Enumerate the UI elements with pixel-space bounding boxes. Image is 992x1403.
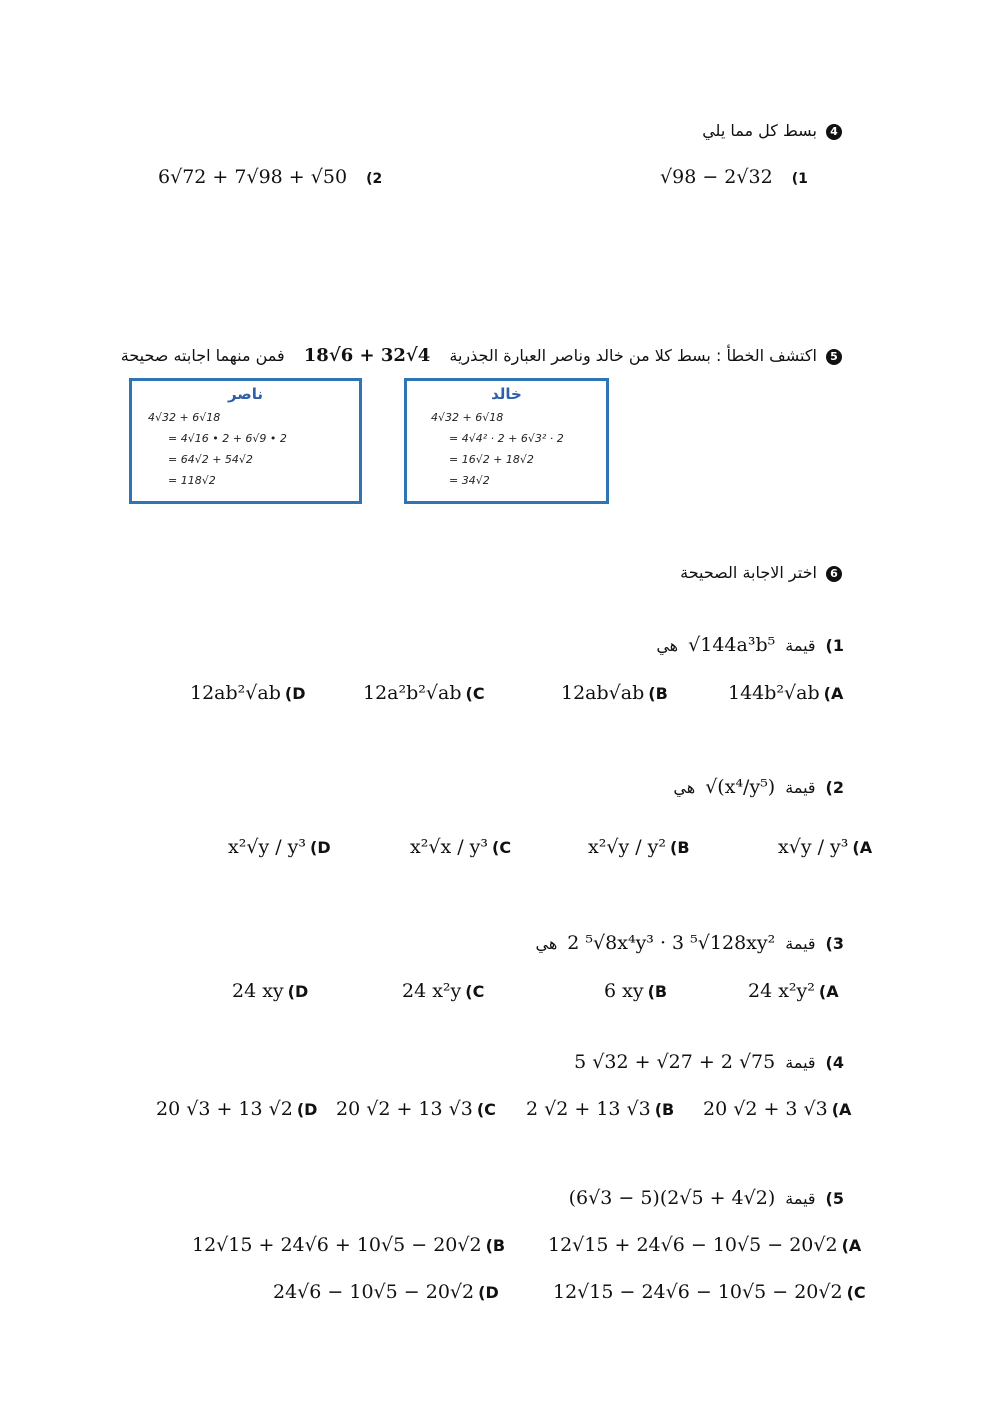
option-letter: (C (465, 683, 485, 703)
option-text: 24 x²y² (748, 980, 815, 1002)
option-letter: (C (476, 1099, 496, 1119)
option-text: 6 xy (604, 980, 644, 1002)
q6-item2-option-a[interactable] (778, 836, 872, 858)
nasser-line-1: 4√32 + 6√18 (148, 411, 221, 424)
option-letter: (B (670, 837, 690, 857)
q6-badge: 6 (826, 566, 842, 582)
q4-part2-label: (2 (366, 171, 383, 187)
q6-item1-value-word: قيمة (785, 635, 816, 655)
option-text: 20 √3 + 13 √2 (156, 1098, 293, 1120)
option-letter: (C (465, 981, 485, 1001)
q6-item5-expr: (6√3 − 5)(2√5 + 4√2) (568, 1187, 776, 1209)
option-letter: (C (492, 837, 512, 857)
option-letter: (D (287, 981, 309, 1001)
q6-item2-num: 2) (825, 777, 844, 797)
q6-item4-stem (574, 1051, 844, 1073)
q6-item1-option-c[interactable] (363, 682, 485, 704)
q6-item4-option-a[interactable] (703, 1098, 851, 1120)
option-text: 24 x²y (402, 980, 462, 1002)
khaled-line-4: = 34√2 (449, 474, 490, 487)
q6-item1-option-b[interactable] (561, 682, 668, 704)
q6-header (680, 563, 842, 582)
option-letter: (B (654, 1099, 675, 1119)
q6-item5-value-word: قيمة (785, 1188, 816, 1208)
option-text: x²√y / y² (588, 836, 667, 858)
q6-item2-expr: √(x⁴/y⁵) (705, 776, 776, 798)
q6-item3-stem (536, 932, 844, 954)
q4-title: بسط كل مما يلي (702, 121, 817, 140)
option-text: x²√x / y³ (410, 836, 488, 858)
q6-item5-stem (569, 1187, 844, 1209)
q5-prompt-a: اكتشف الخطأ : بسط كلا من خالد وناصر العبارة الجذرية (449, 346, 817, 365)
q6-item4-option-b[interactable] (526, 1098, 674, 1120)
nasser-line-3: = 64√2 + 54√2 (168, 453, 253, 466)
option-letter: (B (647, 981, 668, 1001)
q6-item2-stem (673, 776, 844, 798)
q6-item5-option-d[interactable] (273, 1281, 499, 1303)
q6-item1-stem (656, 634, 844, 656)
q6-item2-value-word: قيمة (785, 777, 816, 797)
option-text: 12√15 + 24√6 − 10√5 − 20√2 (548, 1234, 838, 1256)
khaled-name: خالد (491, 385, 522, 403)
q6-item5-option-c[interactable] (553, 1281, 866, 1303)
q5-prompt-expr: 4√32 + 6√18 (303, 345, 431, 366)
option-letter: (A (818, 981, 839, 1001)
khaled-line-3: = 16√2 + 18√2 (449, 453, 534, 466)
q6-item2-option-b[interactable] (588, 836, 690, 858)
option-letter: (D (284, 683, 306, 703)
option-letter: (D (296, 1099, 318, 1119)
q6-item3-is-word: هي (535, 933, 558, 953)
option-letter: (B (648, 683, 668, 703)
option-text: 12√15 + 24√6 + 10√5 − 20√2 (192, 1234, 482, 1256)
q6-item4-num: 4) (825, 1052, 844, 1072)
option-text: 12√15 − 24√6 − 10√5 − 20√2 (553, 1281, 843, 1303)
q6-item2-option-d[interactable] (228, 836, 331, 858)
nasser-line-4: = 118√2 (168, 474, 216, 487)
nasser-name: ناصر (227, 385, 264, 403)
q4-badge: 4 (826, 124, 842, 140)
option-letter: (A (831, 1099, 852, 1119)
khaled-line-2: = 4√4² · 2 + 6√3² · 2 (449, 432, 564, 445)
option-letter: (B (485, 1235, 506, 1255)
q6-item4-option-d[interactable] (156, 1098, 317, 1120)
q6-item5-option-a[interactable] (548, 1234, 861, 1256)
option-text: 20 √2 + 3 √3 (703, 1098, 828, 1120)
q6-item1-option-a[interactable] (728, 682, 843, 704)
q6-item1-is-word: هي (656, 635, 679, 655)
option-text: 12ab√ab (561, 682, 645, 704)
q6-item5-option-b[interactable] (192, 1234, 505, 1256)
q6-item3-value-word: قيمة (785, 933, 816, 953)
q6-item2-is-word: هي (673, 777, 696, 797)
q4-part1-label: (1 (791, 171, 808, 187)
q6-item2-option-c[interactable] (410, 836, 511, 858)
option-text: 20 √2 + 13 √3 (336, 1098, 473, 1120)
q6-item4-value-word: قيمة (785, 1052, 816, 1072)
q4-header (702, 121, 842, 140)
q6-item3-option-a[interactable] (748, 980, 839, 1002)
q6-item5-num: 5) (825, 1188, 844, 1208)
option-letter: (A (852, 837, 873, 857)
option-letter: (D (310, 837, 331, 857)
q6-title: اختر الاجابة الصحيحة (680, 563, 817, 582)
option-text: x²√y / y³ (228, 836, 307, 858)
option-text: 12ab²√ab (190, 682, 281, 704)
q4-part2 (158, 166, 382, 188)
q4-part1 (660, 166, 808, 188)
q6-item3-option-b[interactable] (604, 980, 667, 1002)
q6-item4-option-c[interactable] (336, 1098, 496, 1120)
khaled-answer-box (404, 378, 609, 504)
q4-part1-expr: √98 − 2√32 (660, 166, 773, 188)
q6-item1-expr: √144a³b⁵ (688, 634, 776, 656)
option-letter: (A (823, 683, 844, 703)
q5-badge: 5 (826, 349, 842, 365)
q6-item1-option-d[interactable] (190, 682, 305, 704)
option-text: 24√6 − 10√5 − 20√2 (273, 1281, 475, 1303)
option-text: 2 √2 + 13 √3 (526, 1098, 651, 1120)
q6-item1-num: 1) (825, 635, 844, 655)
option-letter: (D (478, 1282, 499, 1302)
q6-item3-option-d[interactable] (232, 980, 308, 1002)
option-text: 24 xy (232, 980, 284, 1002)
option-letter: (A (841, 1235, 862, 1255)
option-letter: (C (846, 1282, 866, 1302)
khaled-line-1: 4√32 + 6√18 (431, 411, 504, 424)
q4-part2-expr: 6√72 + 7√98 + √50 (158, 166, 348, 188)
option-text: 144b²√ab (728, 682, 820, 704)
q6-item3-expr: 2 ⁵√8x⁴y³ · 3 ⁵√128xy² (567, 932, 776, 954)
option-text: 12a²b²√ab (363, 682, 462, 704)
q6-item3-option-c[interactable] (402, 980, 484, 1002)
nasser-answer-box (129, 378, 362, 504)
q5-prompt-b: فمن منهما اجابته صحيحة (120, 346, 285, 365)
q6-item4-expr: 5 √32 + √27 + 2 √75 (574, 1051, 776, 1073)
q6-item3-num: 3) (825, 933, 844, 953)
nasser-line-2: = 4√16 • 2 + 6√9 • 2 (168, 432, 287, 445)
option-text: x√y / y³ (778, 836, 849, 858)
q5-header (121, 345, 842, 366)
